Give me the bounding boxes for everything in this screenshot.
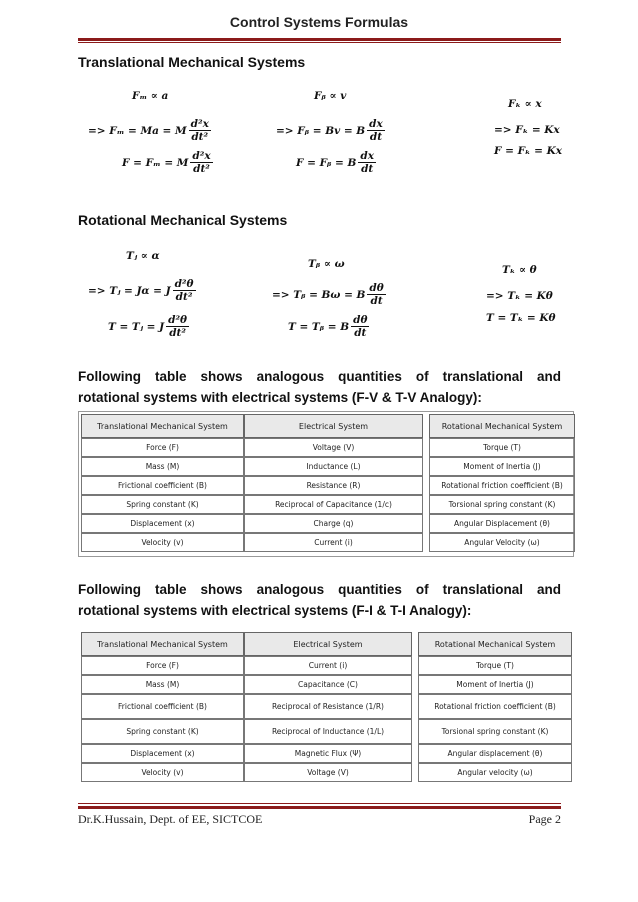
table-cell: Torque (T) [418,656,572,675]
table-header-cell: Rotational Mechanical System [418,632,572,656]
fraction-denominator: dt² [193,163,210,175]
trans-mass-equation-1 [88,118,211,143]
fraction-denominator: dt² [191,131,209,143]
fraction-denominator: dt² [169,327,186,339]
header-rule-thin [78,42,561,43]
paragraph-line: rotational systems with electrical systems (F-I & T-I Analogy): [78,603,472,618]
table-cell: Mass (M) [81,675,244,694]
trans-damper-eq2-lhs: F = Fᵦ = B [296,156,357,169]
table-header-row [81,414,575,438]
trans-damper-eq1-lhs: => Fᵦ = Bv = B [276,124,366,137]
table-cell: Force (F) [81,438,244,457]
rot-inertia-eq2-fraction [166,314,189,339]
table-cell: Reciprocal of Resistance (1/R) [244,694,412,719]
page-footer [78,812,561,827]
table-cell: Mass (M) [81,457,244,476]
table-cell: Velocity (v) [81,533,244,552]
table-row [81,438,575,457]
trans-spring-equation-2: F = Fₖ = Kx [494,145,563,157]
table-cell: Angular displacement (θ) [418,744,572,763]
table-cell: Torsional spring constant (K) [418,719,572,744]
table-cell: Voltage (V) [244,763,412,782]
fraction-denominator: dt² [175,291,193,303]
table-cell: Inductance (L) [244,457,423,476]
rot-damper-equation-1 [272,282,386,307]
table-cell: Resistance (R) [244,476,423,495]
table-cell: Magnetic Flux (Ψ) [244,744,412,763]
paragraph-line: rotational systems with electrical systems (F-V & T-V Analogy): [78,390,482,405]
table-cell: Current (i) [244,533,423,552]
table-row [81,533,575,552]
table-cell: Rotational friction coefficient (B) [429,476,575,495]
fraction-numerator: d²θ [174,278,194,290]
table-fv-analogy [81,414,575,552]
table-header-cell: Translational Mechanical System [81,632,244,656]
table-header-row [81,632,572,656]
table-row [81,675,572,694]
table-cell: Spring constant (K) [81,719,244,744]
rot-damper-eq1-fraction [367,282,385,307]
table-row [81,719,572,744]
rotational-section-title: Rotational Mechanical Systems [78,212,288,228]
fraction-denominator: dt [370,295,383,307]
trans-mass-eq1-lhs: => Fₘ = Ma = M [88,124,187,137]
table-cell: Capacitance (C) [244,675,412,694]
paragraph-fi-analogy [78,579,561,621]
trans-mass-eq1-fraction [189,118,211,143]
table-row [81,495,575,514]
table-cell: Angular velocity (ω) [418,763,572,782]
fraction-numerator: d²x [190,118,209,130]
table-cell: Frictional coefficient (B) [81,694,244,719]
footer-page-number: Page 2 [528,812,561,826]
table-header-cell: Electrical System [244,632,412,656]
paragraph-line: Following table shows analogous quantities of translational and [78,369,561,384]
table-cell: Voltage (V) [244,438,423,457]
rot-inertia-eq2-lhs: T = Tⱼ = J [108,320,165,333]
table-row [81,744,572,763]
paragraph-line: Following table shows analogous quantities of translational and [78,582,561,597]
rot-inertia-equation-1 [88,278,196,303]
rot-damper-equation-2 [288,314,369,339]
table-cell: Velocity (v) [81,763,244,782]
paragraph-fv-analogy [78,366,561,408]
fraction-numerator: d²x [192,150,211,162]
table-row [81,656,572,675]
rot-inertia-equation-2 [108,314,189,339]
table-cell: Force (F) [81,656,244,675]
fraction-numerator: d²θ [168,314,188,326]
fraction-denominator: dt [369,131,383,143]
table-cell: Moment of Inertia (J) [418,675,572,694]
rot-inertia-eq1-fraction [173,278,196,303]
table-cell: Torsional spring constant (K) [429,495,575,514]
table-row [81,476,575,495]
table-cell: Reciprocal of Inductance (1/L) [244,719,412,744]
table-header-cell: Rotational Mechanical System [429,414,575,438]
table-row [81,514,575,533]
trans-damper-equation-1 [276,118,385,143]
rot-damper-eq1-lhs: => Tᵦ = Bω = B [272,288,366,301]
trans-mass-eq2-fraction [190,150,212,175]
rot-spring-proportional: Tₖ ∝ θ [502,264,537,276]
table-header-cell: Electrical System [244,414,423,438]
table-row [81,457,575,476]
rot-damper-eq2-lhs: T = Tᵦ = B [288,320,350,333]
trans-damper-eq1-fraction [367,118,385,143]
fraction-denominator: dt [354,327,367,339]
table-row [81,694,572,719]
footer-rule-thick [78,806,561,809]
fraction-denominator: dt [361,163,374,175]
table-cell: Charge (q) [244,514,423,533]
table-row [81,763,572,782]
footer-author: Dr.K.Hussain, Dept. of EE, SICTCOE [78,812,263,826]
rot-inertia-proportional: Tⱼ ∝ α [126,250,160,262]
header-rule-thick [78,38,561,41]
fraction-numerator: dθ [369,282,384,294]
table-header-cell: Translational Mechanical System [81,414,244,438]
table-fi-analogy [81,632,572,782]
fraction-numerator: dx [360,150,374,162]
table-cell: Spring constant (K) [81,495,244,514]
translational-section-title: Translational Mechanical Systems [78,54,306,70]
trans-spring-equation-1: => Fₖ = Kx [494,124,560,136]
trans-damper-equation-2 [296,150,376,175]
rot-spring-equation-2: T = Tₖ = Kθ [486,312,556,324]
rot-spring-equation-1: => Tₖ = Kθ [486,290,553,302]
page-header-title: Control Systems Formulas [229,14,409,30]
table-cell: Angular Velocity (ω) [429,533,575,552]
table-cell: Reciprocal of Capacitance (1/c) [244,495,423,514]
table-cell: Displacement (x) [81,744,244,763]
rot-damper-proportional: Tᵦ ∝ ω [308,258,345,270]
fraction-numerator: dx [369,118,383,130]
table-cell: Current (i) [244,656,412,675]
trans-mass-equation-2 [122,150,213,175]
trans-mass-proportional: Fₘ ∝ a [132,90,169,102]
trans-damper-proportional: Fᵦ ∝ v [314,90,347,102]
table-cell: Angular Displacement (θ) [429,514,575,533]
table-cell: Moment of Inertia (J) [429,457,575,476]
table-cell: Frictional coefficient (B) [81,476,244,495]
rot-damper-eq2-fraction [351,314,369,339]
footer-rule-thin [78,803,561,804]
fraction-numerator: dθ [353,314,368,326]
table-cell: Torque (T) [429,438,575,457]
trans-mass-eq2-lhs: F = Fₘ = M [122,156,189,169]
table-cell: Rotational friction coefficient (B) [418,694,572,719]
table-cell: Displacement (x) [81,514,244,533]
trans-spring-proportional: Fₖ ∝ x [508,98,542,110]
rot-inertia-eq1-lhs: => Tⱼ = Jα = J [88,284,171,297]
trans-damper-eq2-fraction [358,150,376,175]
